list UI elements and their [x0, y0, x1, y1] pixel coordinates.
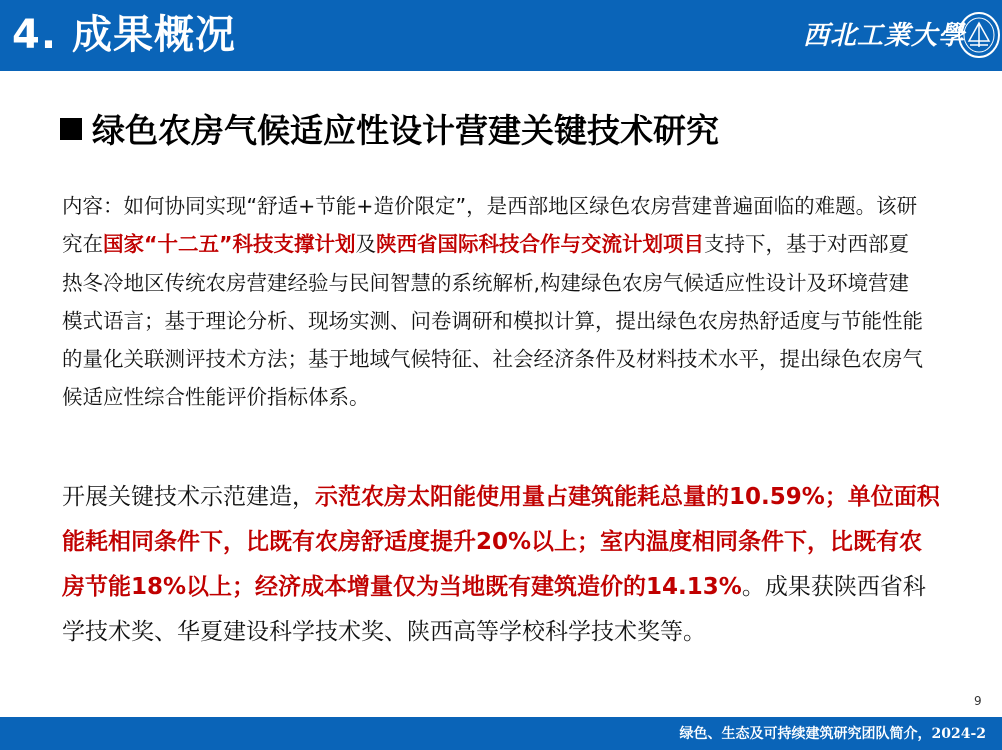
university-seal-icon	[957, 11, 1001, 59]
section-heading-text: 绿色农房气候适应性设计营建关键技术研究	[92, 111, 719, 150]
para1-highlight-1: 国家“十二五”科技支撑计划	[103, 232, 356, 257]
slide-title: 4. 成果概况	[12, 12, 236, 58]
content-paragraph	[62, 187, 928, 417]
page-number: 9	[974, 694, 982, 708]
university-name: 西北工業大學	[803, 21, 966, 51]
para2-text-1: 开展关键技术示范建造，	[62, 484, 315, 510]
results-paragraph	[62, 475, 942, 655]
para2-highlight: 示范农房太阳能使用量占建筑能耗总量的10.59%；单位面积能耗相同条件下，比既有农房舒适度提升20%以上；室内温度相同条件下，比既有农房节能18%以上；经济成本增量仅为当地既有建筑造价的14.13%	[62, 484, 940, 600]
footer-text: 绿色、生态及可持续建筑研究团队简介，2024-2	[679, 726, 986, 742]
para2-text-2: 。成果获陕西省科学技术奖、华夏建设科学技术奖、陕西高等学校科学技术奖等。	[62, 574, 926, 645]
footer-bar	[0, 717, 1002, 750]
para1-text-3: 支持下，基于对西部夏热冬冷地区传统农房营建经验与民间智慧的系统解析,构建绿色农房气候适应性设计及环境营建模式语言；基于理论分析、现场实测、问卷调研和模拟计算，提出绿色农房热舒适度与节能性能的量化关联测评技术方法；基于地域气候特征、社会经济条件及材料技术水平，提出绿色农房气候适应性综合性能评价指标体系。	[62, 232, 923, 410]
para1-highlight-2: 陕西省国际科技合作与交流计划项目	[375, 232, 704, 257]
para1-text-1: 内容：如何协同实现“舒适+节能+造价限定”，是西部地区绿色农房营建普遍面临的难题。该研究在	[62, 194, 918, 257]
para1-text-2: 及	[355, 232, 376, 257]
header-bar	[0, 0, 1002, 71]
section-heading	[60, 108, 719, 154]
square-bullet-icon	[60, 118, 82, 140]
